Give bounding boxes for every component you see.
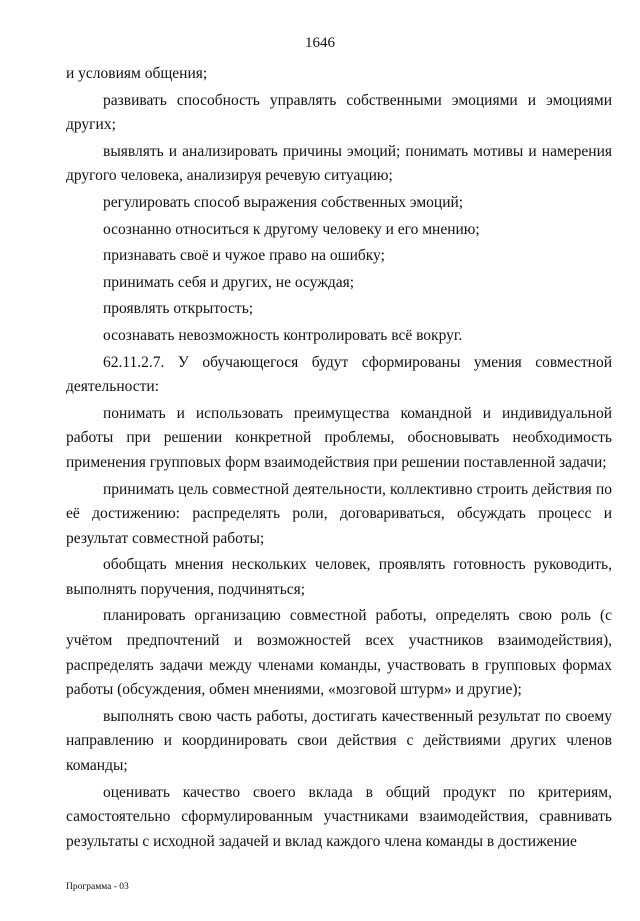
footer-label: Программа - 03 bbox=[66, 882, 129, 892]
list-item: выявлять и анализировать причины эмоций; понимать мотивы и намерения другого человека, анализируя речевую ситуацию; bbox=[66, 142, 612, 185]
list-item: планировать организацию совместной работы, определять свою роль (с учётом предпочтений и возможностей всех участников взаимодействия), распределять задачи между членами команды, участвовать в групповых формах работы (обсуждения, обмен мнениями, «мозговой штурм» и другие); bbox=[66, 607, 612, 699]
section-heading-62-11-2-7: 62.11.2.7. У обучающегося будут сформированы умения совместной деятельности: bbox=[66, 353, 612, 396]
list-item: осознавать невозможность контролировать всё вокруг. bbox=[103, 326, 463, 344]
list-item: осознанно относиться к другому человеку и его мнению; bbox=[103, 220, 480, 238]
paragraph-continuation: и условиям общения; bbox=[66, 65, 208, 82]
list-item: принимать цель совместной деятельности, коллективно строить действия по её достижению: распределять роли, договариваться, обсуждать процесс и результат совместной работы; bbox=[66, 480, 612, 547]
list-item: развивать способность управлять собственными эмоциями и эмоциями других; bbox=[66, 91, 612, 134]
list-item: регулировать способ выражения собственных эмоций; bbox=[103, 193, 464, 211]
list-item: выполнять свою часть работы, достигать качественный результат по своему направлению и координировать свои действия с действиями других членов команды; bbox=[66, 707, 612, 775]
list-item: понимать и использовать преимущества командной и индивидуальной работы при решении конкретной проблемы, обосновывать необходимость применения групповых форм взаимодействия при решении поставленной задачи; bbox=[66, 404, 612, 471]
page-number: 1646 bbox=[305, 35, 335, 51]
list-item: признавать своё и чужое право на ошибку; bbox=[103, 247, 385, 265]
body-text bbox=[66, 62, 612, 854]
list-item: оценивать качество своего вклада в общий продукт по критериям, самостоятельно сформулированным участниками взаимодействия, сравнивать результаты с исходной задачей и вклад каждого члена команды в достижение bbox=[66, 783, 612, 850]
list-item: обобщать мнения нескольких человек, проявлять готовность руководить, выполнять поручения, подчиняться; bbox=[66, 556, 612, 598]
list-item: принимать себя и других, не осуждая; bbox=[103, 273, 355, 291]
list-item: проявлять открытость; bbox=[103, 300, 254, 318]
